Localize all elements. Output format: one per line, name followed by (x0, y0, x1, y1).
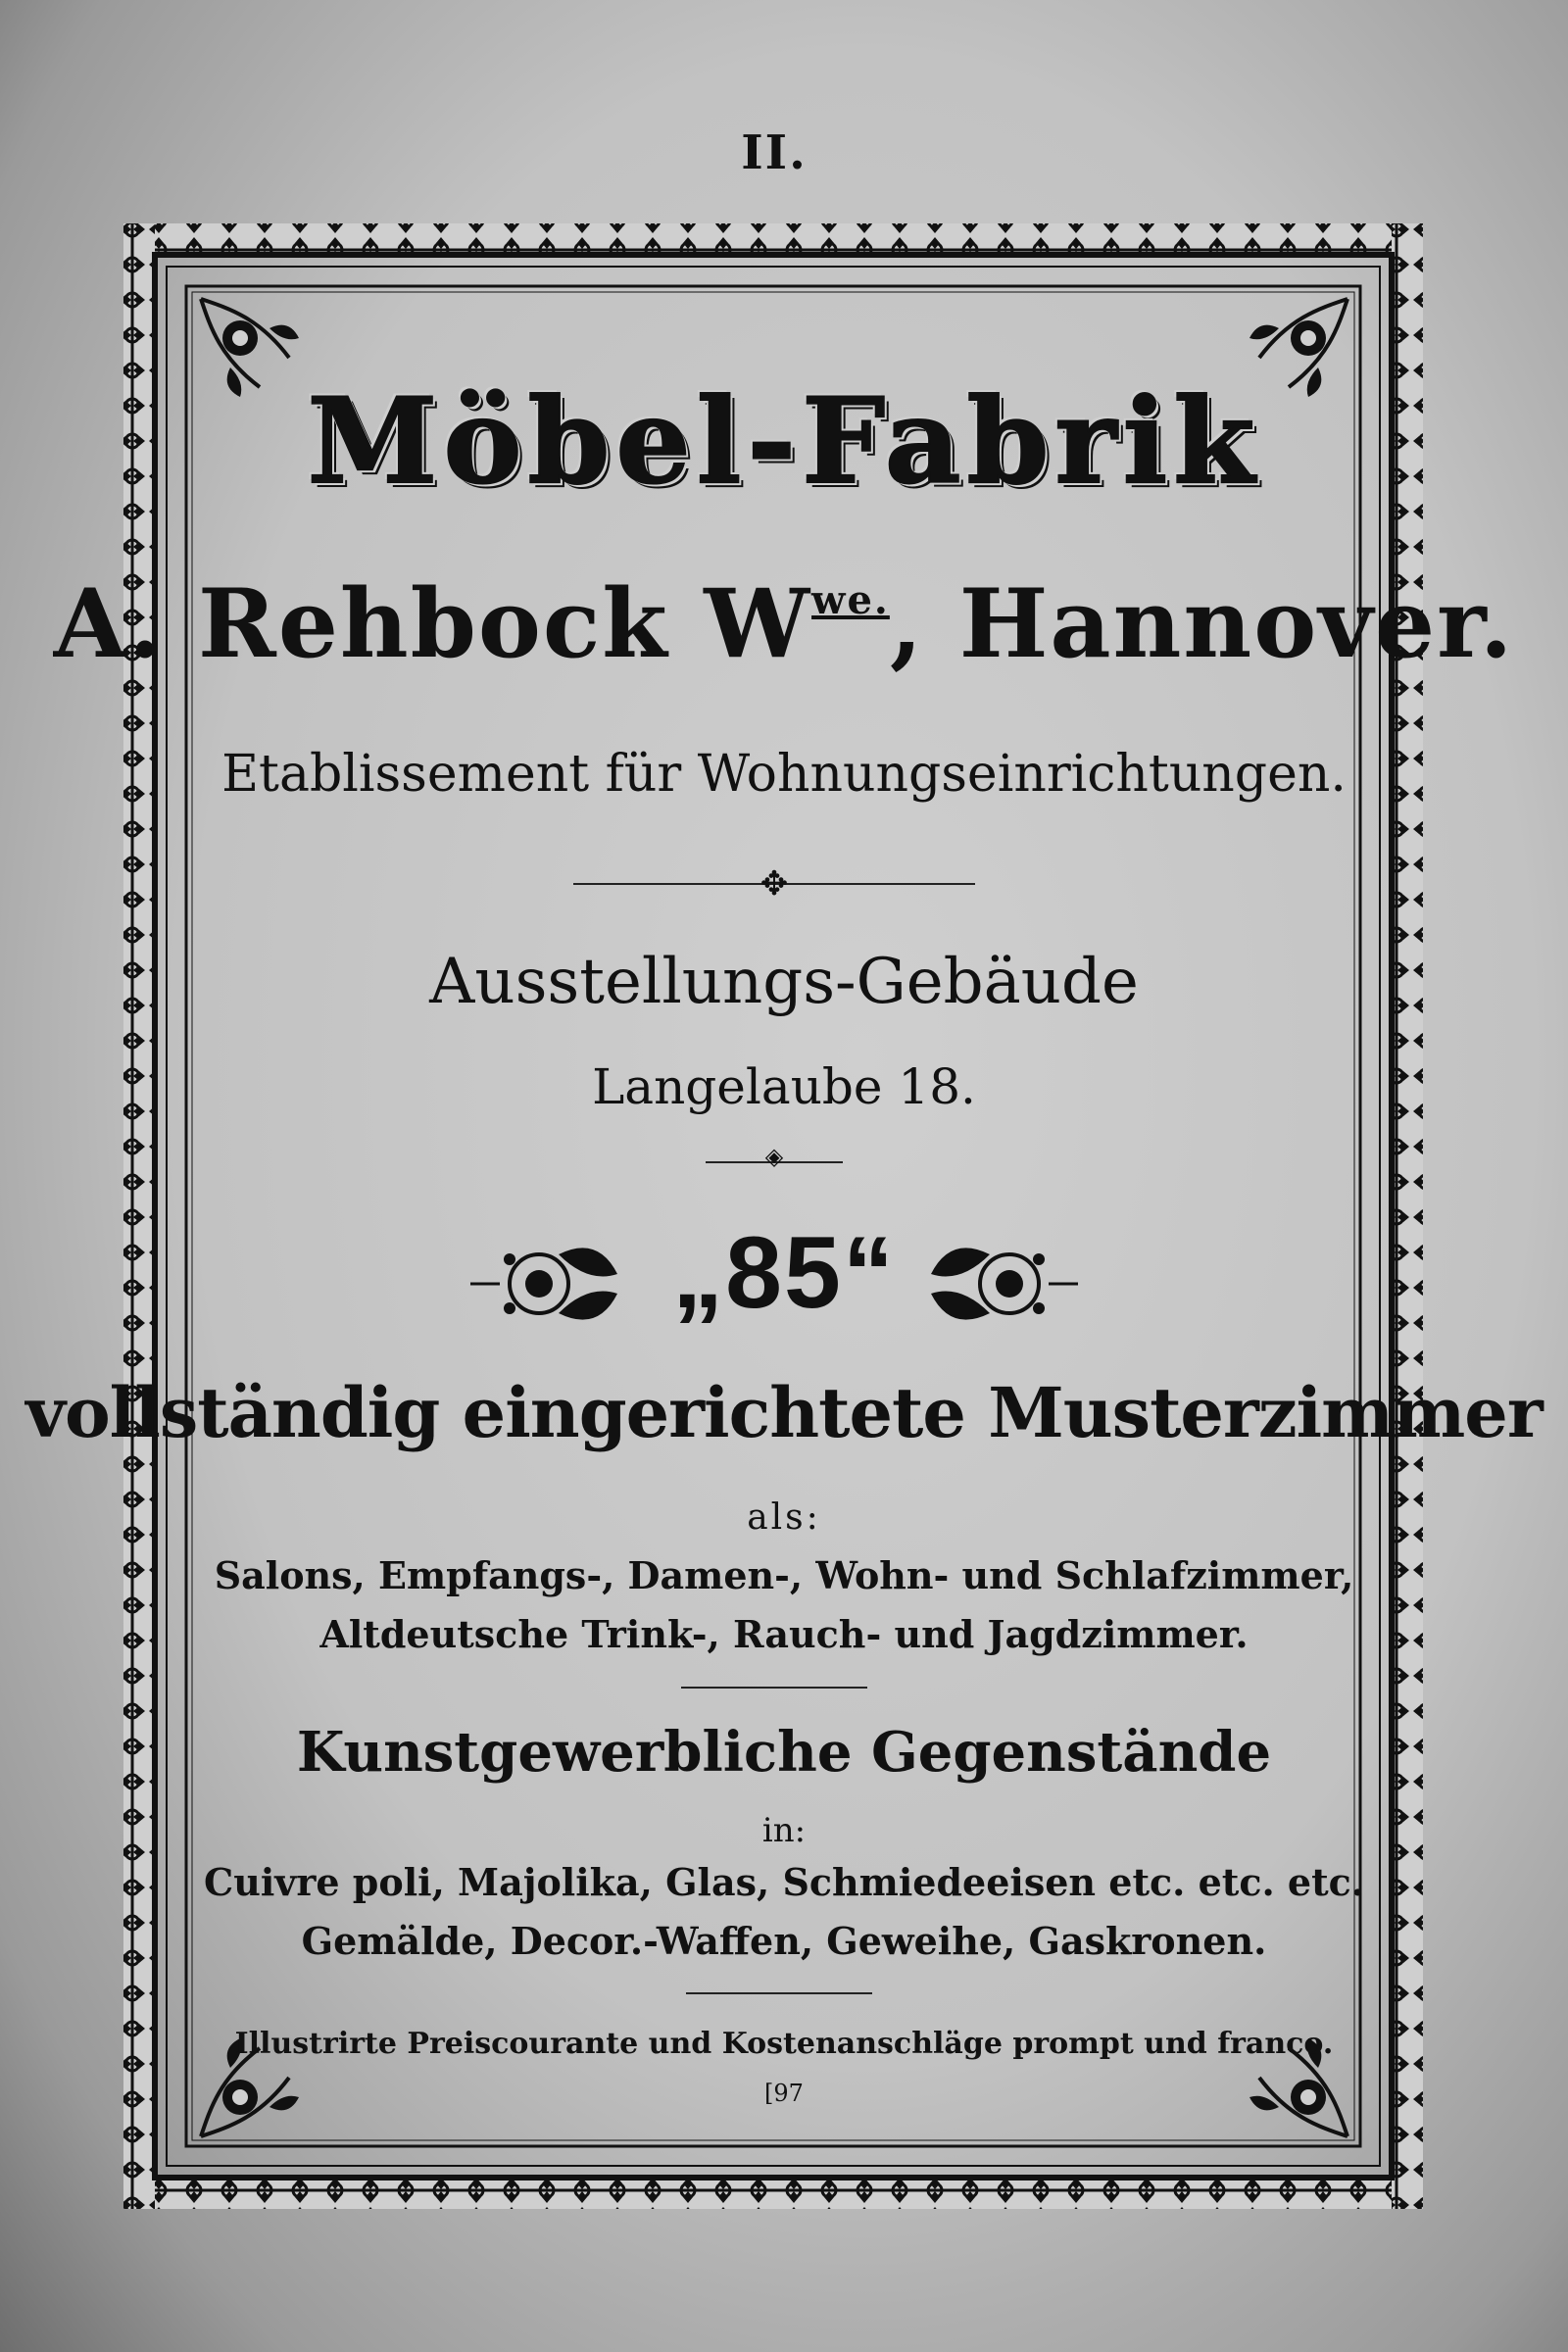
arts-heading: Kunstgewerbliche Gegenstände (296, 1720, 1272, 1785)
rooms-list-line2: Altdeutsche Trink-, Rauch- und Jagdzimmer. (319, 1612, 1249, 1656)
exhibition-address: Langelaube 18. (592, 1058, 976, 1115)
arts-list-line1: Cuivre poli, Majolika, Glas, Schmiedeeisen etc. etc. etc. (203, 1860, 1365, 1904)
rooms-count: „85“ (672, 1216, 896, 1330)
rooms-als: als: (747, 1497, 821, 1538)
rooms-list-line1: Salons, Empfangs-, Damen-, Wohn- und Schlafzimmer, (214, 1553, 1354, 1597)
company-name-part2: , Hannover. (889, 568, 1515, 679)
arts-list-line2: Gemälde, Decor.-Waffen, Geweihe, Gaskronen. (301, 1919, 1267, 1963)
footer-note: Illustrirte Preiscourante und Kostenanschläge prompt und franco. (234, 2027, 1334, 2061)
arts-in: in: (761, 1811, 807, 1850)
rooms-description: vollständig eingerichtete Musterzimmer (25, 1372, 1543, 1453)
divider-ornament-middle-icon: ◈ (764, 1143, 784, 1170)
company-name (0, 568, 1568, 679)
title-moebel-fabrik: Möbel-Fabrik (307, 372, 1261, 511)
divider-ornament-top-icon: ✥ (760, 864, 789, 904)
ad-number: [97 (764, 2080, 804, 2107)
page-number: II. (741, 125, 808, 180)
company-name-suffix: we. (811, 577, 890, 623)
company-name-part1: A. Rehbock W (53, 568, 812, 679)
tagline: Etablissement für Wohnungseinrichtungen. (221, 745, 1347, 804)
exhibition-heading: Ausstellungs-Gebäude (429, 946, 1139, 1018)
